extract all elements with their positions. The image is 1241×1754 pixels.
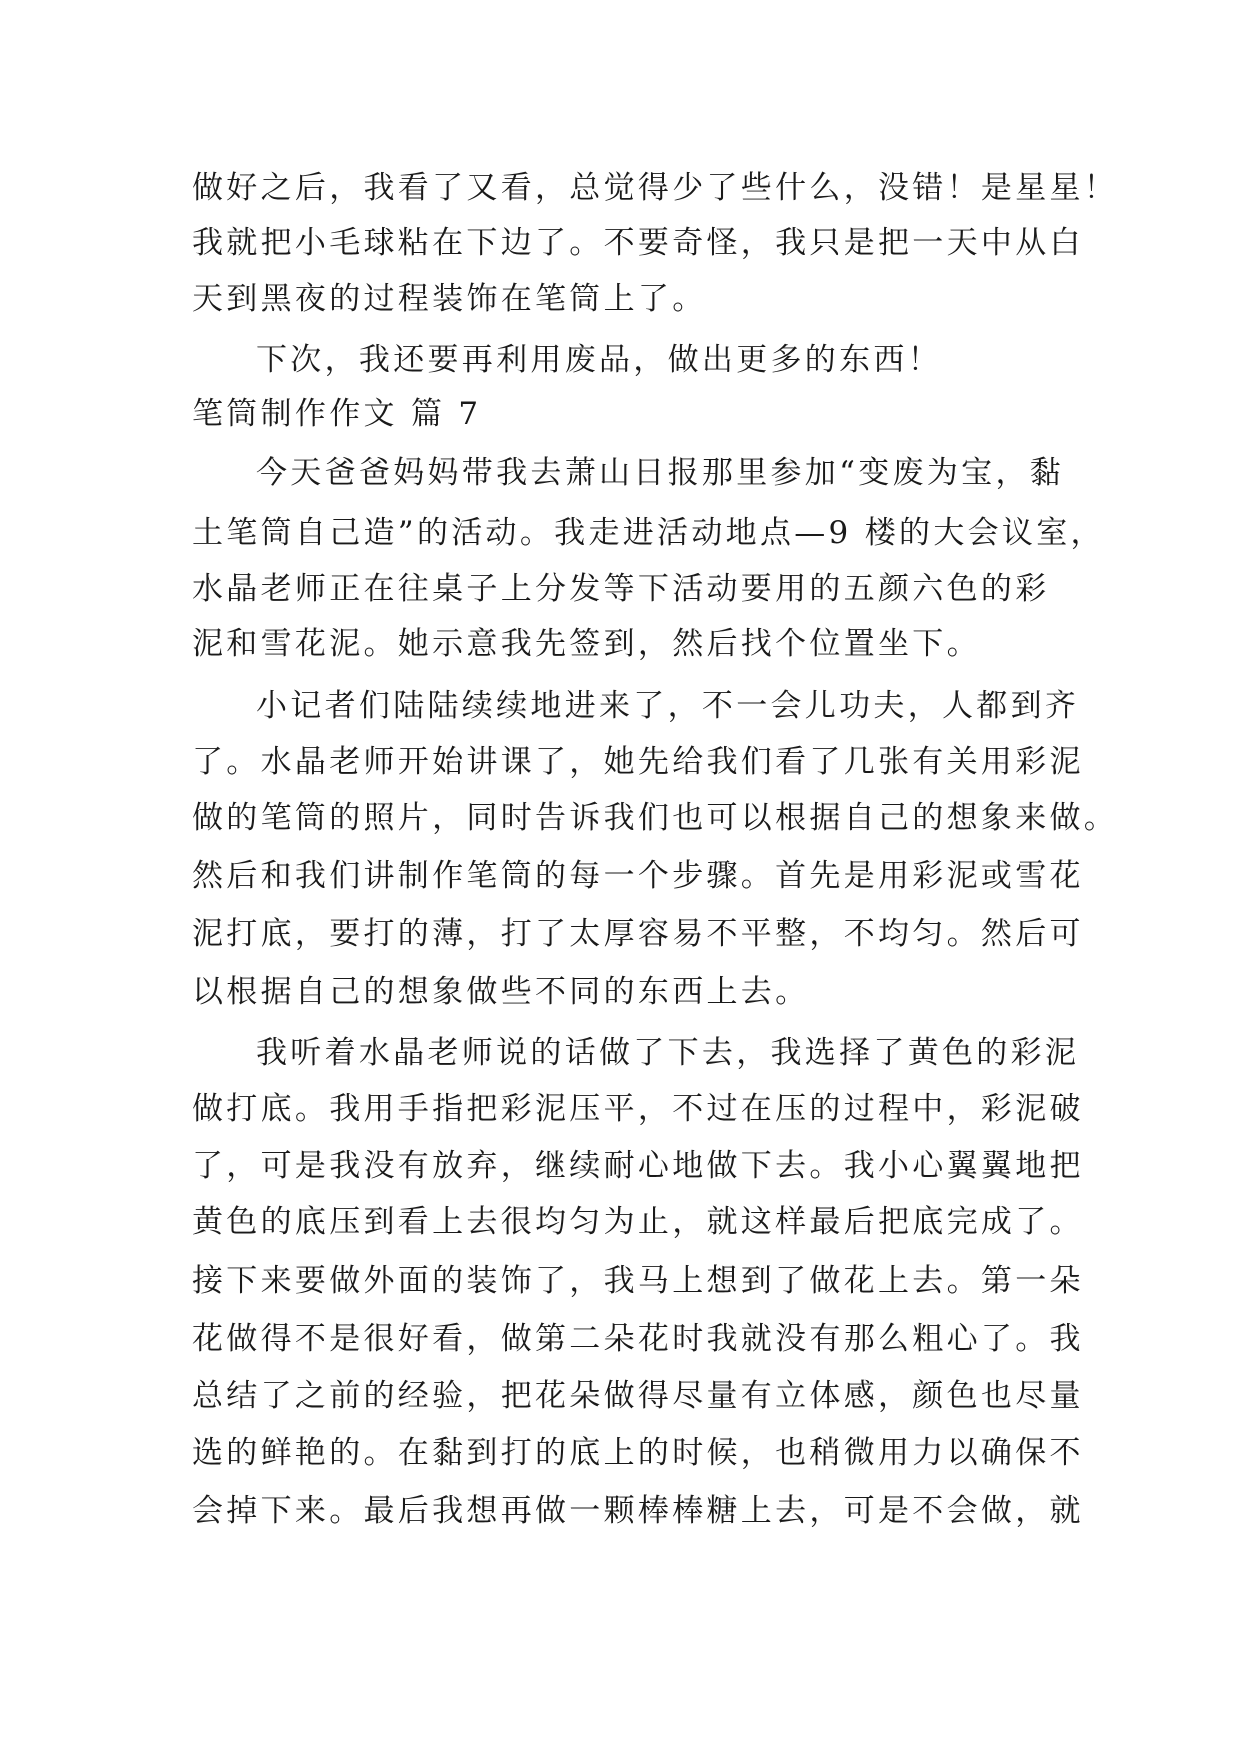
paragraph-line: 今天爸爸妈妈带我去萧山日报那里参加“变废为宝，黏 <box>256 455 1065 491</box>
paragraph-line: 泥打底，要打的薄，打了太厚容易不平整，不均匀。然后可 <box>192 916 1084 952</box>
paragraph-line: 小记者们陆陆续续地进来了，不一会儿功夫，人都到齐 <box>256 688 1080 724</box>
paragraph-line: 我听着水晶老师说的话做了下去，我选择了黄色的彩泥 <box>256 1035 1080 1071</box>
paragraph-line: 我就把小毛球粘在下边了。不要奇怪，我只是把一天中从白 <box>192 225 1084 261</box>
section-heading: 笔筒制作作文 篇 7 <box>192 396 482 432</box>
paragraph-line: 以根据自己的想象做些不同的东西上去。 <box>192 974 810 1010</box>
paragraph-line: 泥和雪花泥。她示意我先签到，然后找个位置坐下。 <box>192 626 981 662</box>
paragraph-line: 做打底。我用手指把彩泥压平，不过在压的过程中，彩泥破 <box>192 1091 1084 1127</box>
paragraph-line: 会掉下来。最后我想再做一颗棒棒糖上去，可是不会做，就 <box>192 1493 1084 1529</box>
paragraph-line: 黄色的底压到看上去很均匀为止，就这样最后把底完成了。 <box>192 1204 1084 1240</box>
paragraph-line: 做好之后，我看了又看，总觉得少了些什么，没错！是星星！ <box>192 170 1119 206</box>
paragraph-line: 然后和我们讲制作笔筒的每一个步骤。首先是用彩泥或雪花 <box>192 858 1084 894</box>
paragraph-line: 选的鲜艳的。在黏到打的底上的时候，也稍微用力以确保不 <box>192 1435 1084 1471</box>
paragraph-line: 花做得不是很好看，做第二朵花时我就没有那么粗心了。我 <box>192 1321 1084 1357</box>
paragraph-line: 水晶老师正在往桌子上分发等下活动要用的五颜六色的彩 <box>192 571 1050 607</box>
paragraph-line: 做的笔筒的照片，同时告诉我们也可以根据自己的想象来做。 <box>192 800 1119 836</box>
paragraph-line: 下次，我还要再利用废品，做出更多的东西！ <box>256 342 942 378</box>
paragraph-line: 了。水晶老师开始讲课了，她先给我们看了几张有关用彩泥 <box>192 744 1084 780</box>
paragraph-line: 天到黑夜的过程装饰在笔筒上了。 <box>192 281 707 317</box>
paragraph-line: 土笔筒自己造”的活动。我走进活动地点—9 楼的大会议室， <box>192 515 1105 551</box>
paragraph-line: 总结了之前的经验，把花朵做得尽量有立体感，颜色也尽量 <box>192 1378 1084 1414</box>
paragraph-line: 了，可是我没有放弃，继续耐心地做下去。我小心翼翼地把 <box>192 1148 1084 1184</box>
paragraph-line: 接下来要做外面的装饰了，我马上想到了做花上去。第一朵 <box>192 1263 1084 1299</box>
